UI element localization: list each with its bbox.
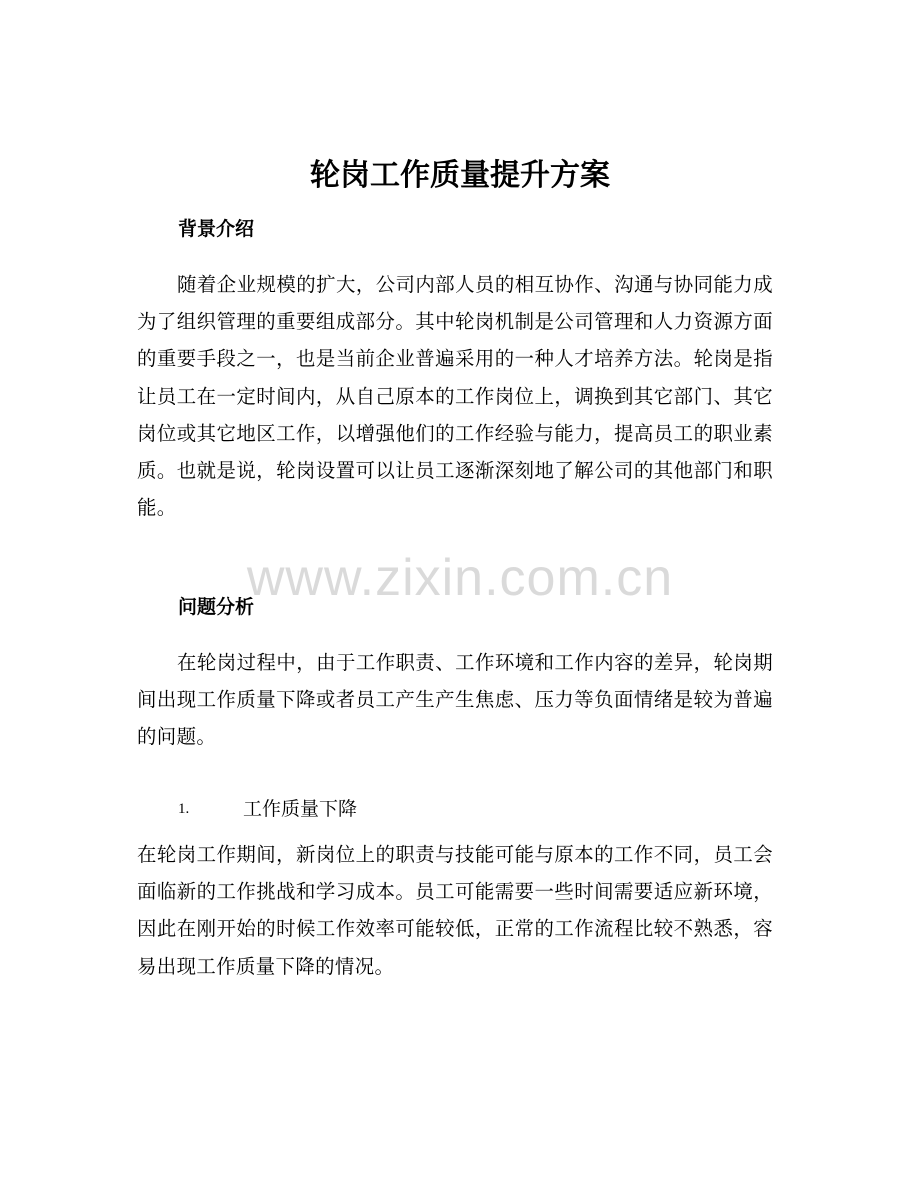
watermark: www.zixin.com.cn [246,549,674,607]
list-item-paragraph: 在轮岗工作期间，新岗位上的职责与技能可能与原本的工作不同，员工会面临新的工作挑战和学习成本。员工可能需要一些时间需要适应新环境，因此在刚开始的时候工作效率可能较低，正常的工作流程比较不熟悉，容易出现工作质量下降的情况。 [137,843,773,978]
list-item-number: 1. [178,801,190,817]
list-item-label: 工作质量下降 [243,798,358,820]
section-paragraph-problem-analysis: 在轮岗过程中，由于工作职责、工作环境和工作内容的差异，轮岗期间出现工作质量下降或者员工产生产生焦虑、压力等负面情绪是较为普遍的问题。 [137,651,773,749]
section-heading-background: 背景介绍 [178,218,255,240]
section-paragraph-background: 随着企业规模的扩大，公司内部人员的相互协作、沟通与协同能力成为了组织管理的重要组成部分。其中轮岗机制是公司管理和人力资源方面的重要手段之一，也是当前企业普遍采用的一种人才培养方法。轮岗是指让员工在一定时间内，从自己原本的工作岗位上，调换到其它部门、其它岗位或其它地区工作，以增强他们的工作经验与能力，提高员工的职业素质。也就是说，轮岗设置可以让员工逐渐深刻地了解公司的其他部门和职能。 [137,273,773,520]
document-title: 轮岗工作质量提升方案 [310,158,610,193]
section-heading-problem-analysis: 问题分析 [178,596,255,618]
